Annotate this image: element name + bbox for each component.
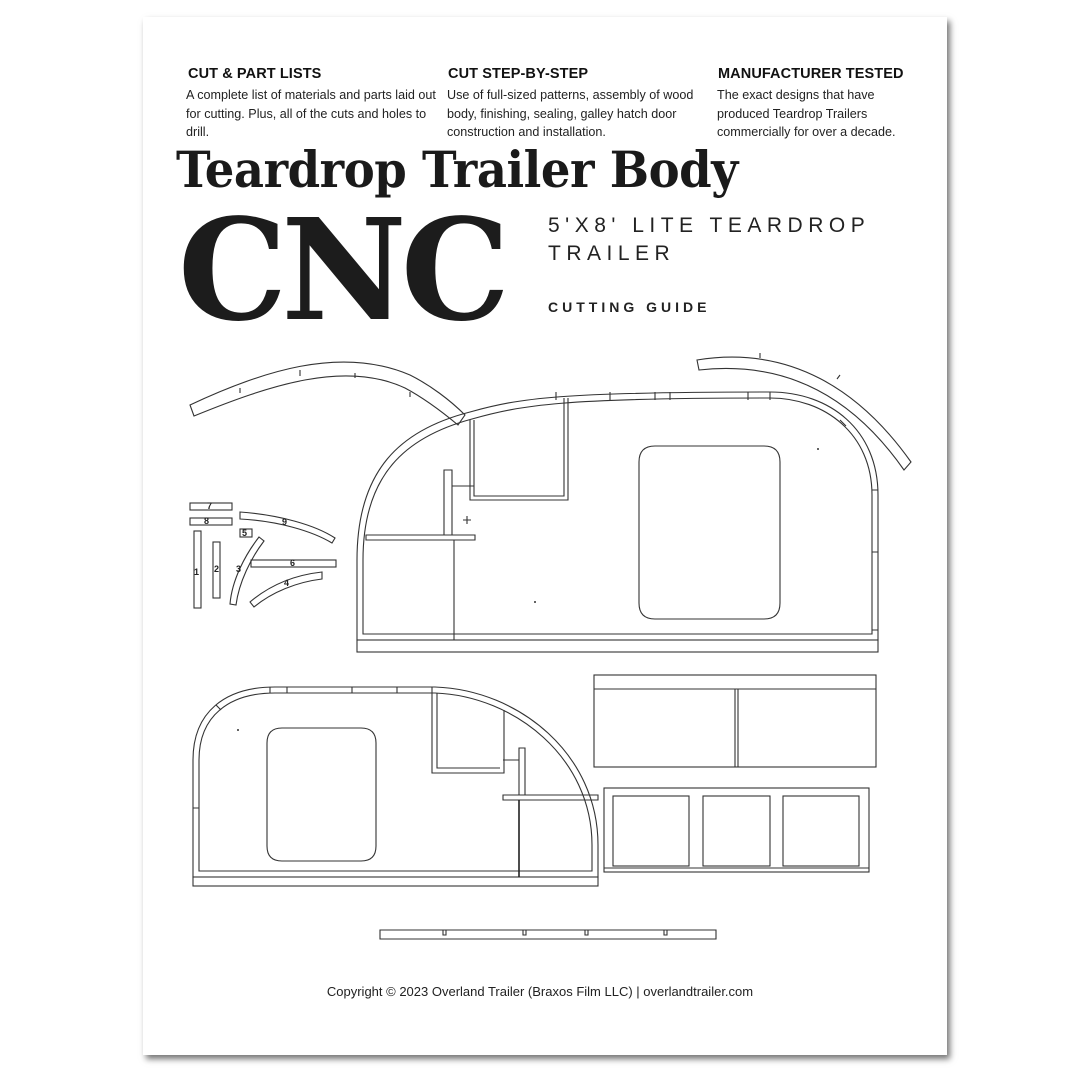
feature-heading: MANUFACTURER TESTED <box>718 66 904 82</box>
feature-heading: CUT STEP-BY-STEP <box>448 66 589 82</box>
subtitle: 5'X8' LITE TEARDROP TRAILER <box>548 214 870 265</box>
copyright-footer: Copyright © 2023 Overland Trailer (Braxos Film LLC) | overlandtrailer.com <box>326 984 754 999</box>
side-panel-main <box>357 392 878 652</box>
feature-text: Use of full-sized patterns, assembly of wood body, finishing, sealing, galley hatch door construction and installation. <box>447 88 694 139</box>
cutting-guide-label: CUTTING GUIDE <box>548 299 711 315</box>
part-number-7: 7 <box>207 501 213 511</box>
feature-text: The exact designs that have produced Teardrop Trailers commercially for over a decade. <box>717 88 896 139</box>
page-title: Teardrop Trailer Body <box>176 140 738 199</box>
small-parts <box>190 501 336 608</box>
hatch-panel-upper <box>594 675 876 767</box>
part-number-3: 3 <box>236 564 242 574</box>
part-number-1: 1 <box>194 567 200 577</box>
feature-heading: CUT & PART LISTS <box>188 66 322 82</box>
part-number-6: 6 <box>290 558 296 568</box>
roof-strip-right <box>697 353 911 470</box>
part-number-9: 9 <box>282 517 288 527</box>
cnc-heading: CNC <box>178 189 505 353</box>
part-number-4: 4 <box>284 578 290 588</box>
hatch-panel-lower <box>604 788 869 872</box>
feature-text: A complete list of materials and parts laid out for cutting. Plus, all of the cuts and holes to drill. <box>186 88 436 139</box>
roof-strip-left <box>190 362 465 425</box>
part-number-5: 5 <box>242 528 248 538</box>
part-number-8: 8 <box>204 516 210 526</box>
part-number-2: 2 <box>214 564 220 574</box>
bottom-strip <box>380 930 716 939</box>
side-panel-mirrored <box>193 687 598 886</box>
